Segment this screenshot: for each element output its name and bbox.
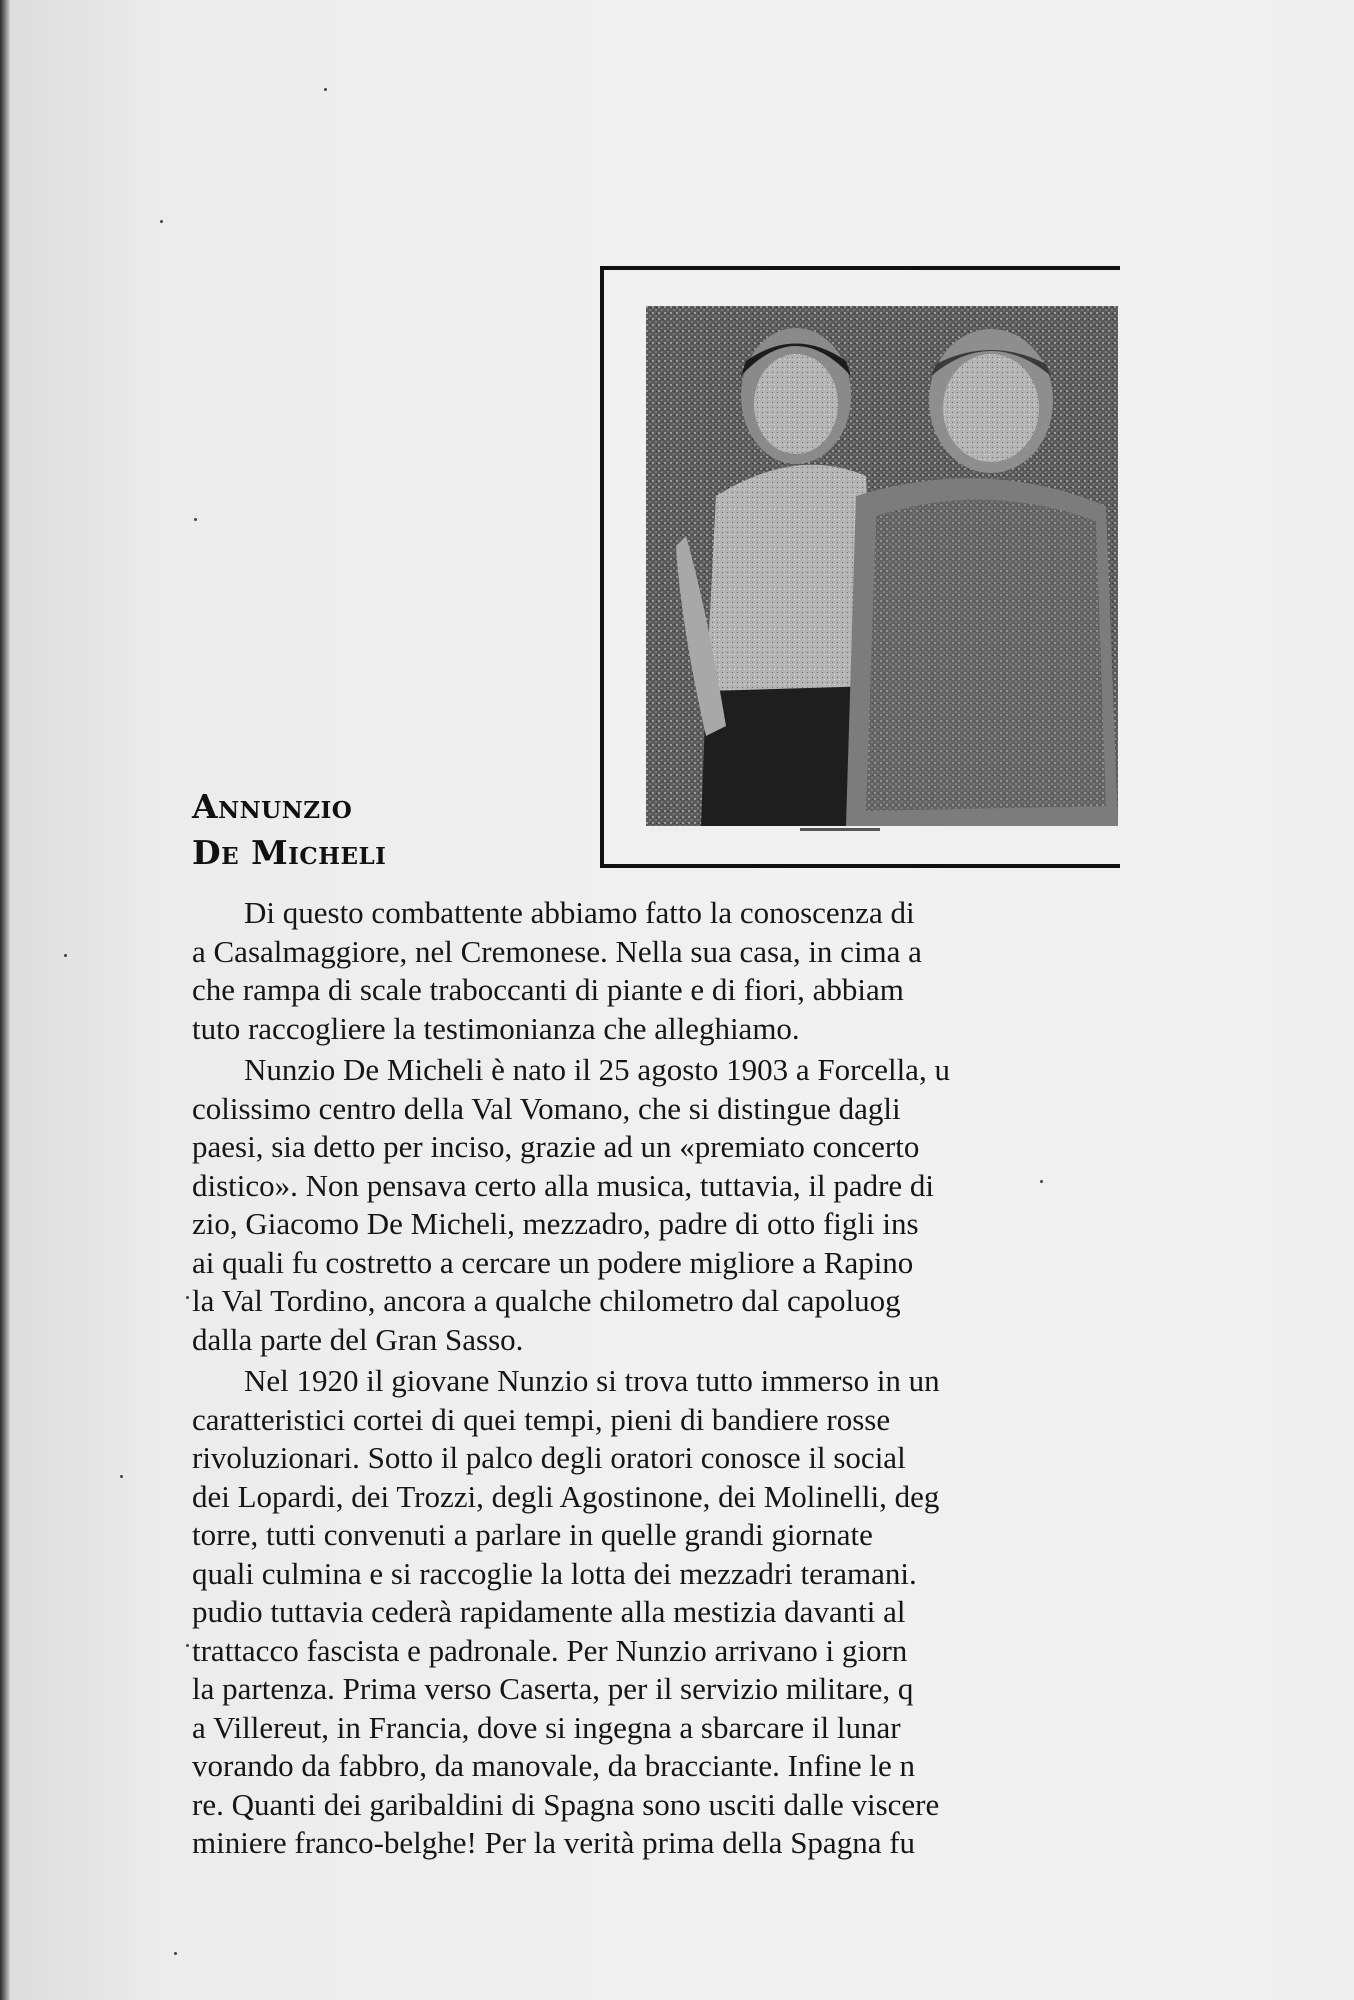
scan-speck <box>186 1296 189 1299</box>
body-line: vorando da fabbro, da manovale, da bracciante. Infine le n <box>192 1748 916 1783</box>
body-line: torre, tutti convenuti a parlare in quelle grandi giornate <box>192 1517 873 1552</box>
body-line: paesi, sia detto per inciso, grazie ad un «premiato concerto <box>192 1129 920 1164</box>
body-line: distico». Non pensava certo alla musica, tuttavia, il padre di <box>192 1167 935 1203</box>
body-line: quali culmina e si raccoglie la lotta dei mezzadri teramani. <box>192 1555 917 1591</box>
body-line: trattacco fascista e padronale. Per Nunzio arrivano i giorn <box>192 1632 908 1668</box>
article-body <box>192 894 1116 1863</box>
body-line: rivoluzionari. Sotto il palco degli oratori conosce il social <box>192 1440 906 1475</box>
body-line: che rampa di scale traboccanti di piante e di fiori, abbiam <box>192 972 904 1007</box>
page-left-edge <box>0 0 10 2000</box>
body-line: caratteristici cortei di quei tempi, pieni di bandiere rosse <box>192 1401 891 1437</box>
heading-first-name: Annunzio <box>192 787 353 826</box>
body-line: Nunzio De Micheli è nato il 25 agosto 1903 a Forcella, u <box>244 1052 950 1087</box>
body-line: colissimo centro della Val Vomano, che si distingue dagli <box>192 1090 901 1126</box>
body-line: ai quali fu costretto a cercare un podere migliore a Rapino <box>192 1244 914 1280</box>
body-line: dei Lopardi, dei Trozzi, degli Agostinone, dei Molinelli, deg <box>192 1478 940 1514</box>
body-line: a Casalmaggiore, nel Cremonese. Nella sua casa, in cima a <box>192 933 922 969</box>
scan-speck <box>194 518 197 521</box>
photo-two-men-icon <box>646 306 1118 826</box>
body-line: Di questo combattente abbiamo fatto la conoscenza di <box>244 895 915 930</box>
scan-speck <box>120 1475 123 1478</box>
body-line: re. Quanti dei garibaldini di Spagna sono usciti dalle viscere <box>192 1786 940 1822</box>
body-line: a Villereut, in Francia, dove si ingegna a sbarcare il lunar <box>192 1709 901 1745</box>
body-line: Nel 1920 il giovane Nunzio si trova tutto immerso in un <box>244 1363 940 1398</box>
heading-last-name: De Micheli <box>192 833 387 872</box>
scan-speck <box>324 88 327 91</box>
body-line: dalla parte del Gran Sasso. <box>192 1321 524 1357</box>
article-heading <box>192 784 386 876</box>
photo-caption-mark <box>800 828 880 831</box>
portrait-photo <box>646 306 1118 826</box>
scan-speck <box>160 220 163 223</box>
body-line: miniere franco-belghe! Per la verità prima della Spagna fu <box>192 1825 916 1860</box>
body-line: la Val Tordino, ancora a qualche chilometro dal capoluog <box>192 1283 901 1318</box>
scan-speck <box>64 954 67 957</box>
body-line: la partenza. Prima verso Caserta, per il servizio militare, q <box>192 1671 914 1706</box>
body-line: pudio tuttavia cederà rapidamente alla mestizia davanti al <box>192 1594 906 1629</box>
scan-speck <box>186 1644 189 1647</box>
scan-speck <box>174 1952 177 1955</box>
body-line: zio, Giacomo De Micheli, mezzadro, padre di otto figli ins <box>192 1206 919 1241</box>
body-line: tuto raccogliere la testimonianza che alleghiamo. <box>192 1010 800 1046</box>
